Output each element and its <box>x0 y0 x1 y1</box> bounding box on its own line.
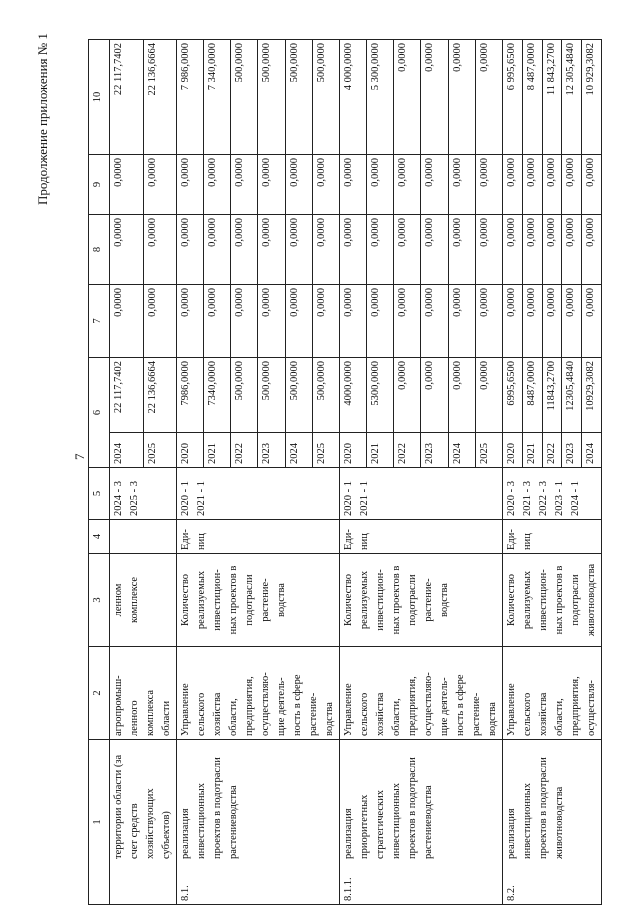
value-cell-9: 0,0000 <box>143 155 177 215</box>
value-cell-10: 0,0000 <box>421 40 448 155</box>
year-cell: 2021 <box>522 433 542 468</box>
indicator-cell-line: реализуемых <box>359 570 370 630</box>
value-cell-6: 500,0000 <box>258 358 285 433</box>
col-header: 4 <box>89 520 110 554</box>
executor-cell-line: осуществляю- <box>260 672 271 736</box>
measure-description <box>177 754 243 862</box>
executor-cell <box>503 647 602 740</box>
value-cell-8: 0,0000 <box>421 215 448 285</box>
measure-description <box>503 754 569 862</box>
value-cell-9: 0,0000 <box>542 155 562 215</box>
indicator-cell <box>340 554 503 647</box>
measure-cell <box>177 740 340 905</box>
value-cell-6: 500,0000 <box>231 358 258 433</box>
target-cell-line: 2020 - 1 <box>180 481 191 516</box>
year-cell: 2023 <box>258 433 285 468</box>
value-cell-9: 0,0000 <box>394 155 421 215</box>
measure-description-line: стратегических <box>375 789 386 859</box>
target-cell-line: 2022 - 3 <box>538 481 549 516</box>
value-cell-7: 0,0000 <box>231 285 258 358</box>
indicator-cell-line: инвестицион- <box>212 569 223 631</box>
value-cell-10: 0,0000 <box>448 40 475 155</box>
value-cell-9: 0,0000 <box>177 155 204 215</box>
indicator-cell-line: ных проектов в <box>391 565 402 635</box>
value-cell-7: 0,0000 <box>522 285 542 358</box>
value-cell-7: 0,0000 <box>394 285 421 358</box>
value-cell-10: 5 300,0000 <box>367 40 394 155</box>
measure-description-line: инвестиционных <box>196 783 207 859</box>
unit-cell <box>503 520 602 554</box>
indicator-cell-line: инвестицион- <box>375 569 386 631</box>
value-cell-7: 0,0000 <box>367 285 394 358</box>
value-cell-8: 0,0000 <box>582 215 602 285</box>
value-cell-8: 0,0000 <box>367 215 394 285</box>
executor-cell-line: щие деятель- <box>439 677 450 736</box>
value-cell-9: 0,0000 <box>582 155 602 215</box>
year-cell: 2020 <box>503 433 523 468</box>
indicator-cell-line: растение- <box>423 578 434 622</box>
value-cell-6: 8487,0000 <box>522 358 542 433</box>
measure-description-line: территории области (за <box>113 754 124 859</box>
continuation-heading: Продолжение приложения № 1 <box>35 33 50 205</box>
unit-cell-line: Еди- <box>180 529 191 550</box>
value-cell-10: 500,0000 <box>258 40 285 155</box>
value-cell-9: 0,0000 <box>231 155 258 215</box>
measure-cell <box>503 740 602 905</box>
value-cell-8: 0,0000 <box>340 215 367 285</box>
unit-cell-line: ниц <box>359 533 370 550</box>
measure-description-line: растениеводства <box>423 785 434 859</box>
unit-cell-line: Еди- <box>343 529 354 550</box>
executor-cell-line: сельского <box>522 692 533 736</box>
value-cell-10: 0,0000 <box>394 40 421 155</box>
executor-cell-line: растение- <box>471 692 482 736</box>
executor-cell-line: сельского <box>359 692 370 736</box>
value-cell-10: 500,0000 <box>285 40 312 155</box>
measure-description-line: растениеводства <box>228 785 239 859</box>
value-cell-7: 0,0000 <box>562 285 582 358</box>
col-header: 7 <box>89 285 110 358</box>
indicator-cell <box>177 554 340 647</box>
value-cell-6: 5300,0000 <box>367 358 394 433</box>
value-cell-10: 500,0000 <box>312 40 339 155</box>
indicator-cell-line: ных проектов в <box>228 565 239 635</box>
value-cell-8: 0,0000 <box>285 215 312 285</box>
value-cell-8: 0,0000 <box>503 215 523 285</box>
indicator-cell-line: комплексе <box>129 576 140 624</box>
executor-cell-line: хозяйства <box>538 692 549 736</box>
measure-description-line: реализация <box>506 808 517 859</box>
value-cell-6: 7986,0000 <box>177 358 204 433</box>
year-cell: 2021 <box>367 433 394 468</box>
col-header: 8 <box>89 215 110 285</box>
measure-number: 8.1.1. <box>343 877 354 901</box>
value-cell-10: 500,0000 <box>231 40 258 155</box>
value-cell-10: 7 340,0000 <box>204 40 231 155</box>
target-cell <box>177 468 340 520</box>
value-cell-8: 0,0000 <box>522 215 542 285</box>
value-cell-7: 0,0000 <box>340 285 367 358</box>
table-row <box>503 40 523 905</box>
value-cell-6: 0,0000 <box>448 358 475 433</box>
value-cell-6: 7340,0000 <box>204 358 231 433</box>
measure-description-line: хозяйствующих <box>145 788 156 859</box>
measure-cell <box>110 740 177 905</box>
target-cell <box>110 468 177 520</box>
col-header: 6 <box>89 358 110 468</box>
executor-cell <box>110 647 177 740</box>
indicator-cell-line: Количество <box>180 573 191 627</box>
value-cell-9: 0,0000 <box>522 155 542 215</box>
indicator-cell-line: реализуемых <box>196 570 207 630</box>
measure-description <box>340 754 438 862</box>
indicator-cell-line: инвестицион- <box>538 569 549 631</box>
year-cell: 2025 <box>143 433 177 468</box>
executor-cell-line: осуществляю- <box>423 672 434 736</box>
year-cell: 2022 <box>542 433 562 468</box>
value-cell-10: 4 000,0000 <box>340 40 367 155</box>
executor-cell-line: водства <box>324 702 335 736</box>
indicator-cell-line: ных проектов в <box>554 565 565 635</box>
indicator-cell-line: Количество <box>343 573 354 627</box>
measure-description-line: субъектов) <box>161 811 172 859</box>
col-header: 10 <box>89 40 110 155</box>
target-cell-line: 2024 - 1 <box>570 481 581 516</box>
executor-cell-line: хозяйства <box>212 692 223 736</box>
value-cell-8: 0,0000 <box>258 215 285 285</box>
header-row <box>89 40 110 905</box>
executor-cell-line: Управление <box>343 683 354 736</box>
year-cell: 2024 <box>285 433 312 468</box>
year-cell: 2020 <box>177 433 204 468</box>
executor-cell-line: хозяйства <box>375 692 386 736</box>
value-cell-6: 0,0000 <box>475 358 502 433</box>
value-cell-9: 0,0000 <box>110 155 144 215</box>
table-row <box>110 40 144 905</box>
year-cell: 2025 <box>475 433 502 468</box>
year-cell: 2023 <box>421 433 448 468</box>
value-cell-6: 500,0000 <box>285 358 312 433</box>
measure-description-line: животноводства <box>554 786 565 859</box>
value-cell-7: 0,0000 <box>258 285 285 358</box>
indicator-cell <box>110 554 177 647</box>
value-cell-10: 11 843,2700 <box>542 40 562 155</box>
executor-cell-line: осуществля- <box>586 680 597 736</box>
value-cell-9: 0,0000 <box>312 155 339 215</box>
value-cell-7: 0,0000 <box>285 285 312 358</box>
year-cell: 2024 <box>110 433 144 468</box>
executor-cell-line: предприятия, <box>570 676 581 736</box>
value-cell-7: 0,0000 <box>582 285 602 358</box>
target-cell-line: 2021 - 1 <box>359 481 370 516</box>
target-cell-line: 2020 - 1 <box>343 481 354 516</box>
measure-description-line: приоритетных <box>359 794 370 859</box>
value-cell-9: 0,0000 <box>258 155 285 215</box>
col-header: 5 <box>89 468 110 520</box>
indicator-cell-line: ленном <box>113 583 124 617</box>
col-header: 9 <box>89 155 110 215</box>
value-cell-6: 0,0000 <box>421 358 448 433</box>
value-cell-6: 22 136,6664 <box>143 358 177 433</box>
col-header: 3 <box>89 554 110 647</box>
value-cell-9: 0,0000 <box>562 155 582 215</box>
value-cell-9: 0,0000 <box>421 155 448 215</box>
executor-cell-line: ность в сфере <box>455 674 466 736</box>
executor-cell-line: области, <box>391 698 402 736</box>
measure-cell <box>340 740 503 905</box>
year-cell: 2025 <box>312 433 339 468</box>
value-cell-6: 500,0000 <box>312 358 339 433</box>
value-cell-7: 0,0000 <box>204 285 231 358</box>
executor-cell-line: комплекса <box>145 689 156 736</box>
target-cell-line: 2024 - 3 <box>113 481 124 516</box>
value-cell-10: 0,0000 <box>475 40 502 155</box>
col-header: 2 <box>89 647 110 740</box>
value-cell-7: 0,0000 <box>421 285 448 358</box>
executor-cell-line: Управление <box>506 683 517 736</box>
table-body <box>110 40 602 905</box>
measure-description-line: проектов в подотрасли <box>538 757 549 859</box>
col-header: 1 <box>89 740 110 905</box>
table-row <box>340 40 367 905</box>
executor-cell <box>340 647 503 740</box>
unit-cell-line: Еди- <box>506 529 517 550</box>
value-cell-6: 0,0000 <box>394 358 421 433</box>
value-cell-8: 0,0000 <box>177 215 204 285</box>
value-cell-6: 22 117,7402 <box>110 358 144 433</box>
executor-cell-line: предприятия, <box>407 676 418 736</box>
indicator-cell-line: Количество <box>506 573 517 627</box>
value-cell-7: 0,0000 <box>448 285 475 358</box>
executor-cell-line: области, <box>228 698 239 736</box>
unit-cell <box>340 520 503 554</box>
executor-cell-line: агропромыш- <box>113 675 124 736</box>
measure-description-line: проектов в подотрасли <box>212 757 223 859</box>
appendix-table <box>88 39 602 905</box>
target-cell-line: 2021 - 1 <box>196 481 207 516</box>
value-cell-7: 0,0000 <box>177 285 204 358</box>
target-cell-line: 2020 - 3 <box>506 481 517 516</box>
measure-description-line: инвестиционных <box>391 783 402 859</box>
target-cell-line: 2021 - 3 <box>522 481 533 516</box>
value-cell-6: 11843,2700 <box>542 358 562 433</box>
target-cell-line: 2023 - 1 <box>554 481 565 516</box>
unit-cell-line: ниц <box>196 533 207 550</box>
value-cell-8: 0,0000 <box>143 215 177 285</box>
indicator-cell-line: реализуемых <box>522 570 533 630</box>
value-cell-9: 0,0000 <box>285 155 312 215</box>
value-cell-10: 6 995,6500 <box>503 40 523 155</box>
measure-description-line: реализация <box>343 808 354 859</box>
target-cell-line: 2025 - 3 <box>129 481 140 516</box>
value-cell-10: 8 487,0000 <box>522 40 542 155</box>
page-number: 7 <box>72 453 87 460</box>
value-cell-10: 12 305,4840 <box>562 40 582 155</box>
value-cell-10: 10 929,3082 <box>582 40 602 155</box>
unit-cell <box>177 520 340 554</box>
year-cell: 2022 <box>394 433 421 468</box>
executor-cell-line: ленного <box>129 700 140 736</box>
executor-cell-line: Управление <box>180 683 191 736</box>
unit-cell-line: ниц <box>522 533 533 550</box>
measure-number: 8.2. <box>506 885 517 901</box>
value-cell-8: 0,0000 <box>448 215 475 285</box>
value-cell-10: 22 117,7402 <box>110 40 144 155</box>
table-row <box>177 40 204 905</box>
value-cell-9: 0,0000 <box>448 155 475 215</box>
measure-description-line: инвестиционных <box>522 783 533 859</box>
measure-number: 8.1. <box>180 885 191 901</box>
value-cell-8: 0,0000 <box>394 215 421 285</box>
value-cell-9: 0,0000 <box>340 155 367 215</box>
executor-cell-line: области <box>161 700 172 736</box>
measure-description-line: счет средств <box>129 803 140 859</box>
value-cell-6: 6995,6500 <box>503 358 523 433</box>
year-cell: 2020 <box>340 433 367 468</box>
indicator-cell-line: подотрасли <box>407 574 418 626</box>
measure-description <box>110 752 176 862</box>
measure-description-line: проектов в подотрасли <box>407 757 418 859</box>
value-cell-7: 0,0000 <box>542 285 562 358</box>
value-cell-9: 0,0000 <box>204 155 231 215</box>
measure-number <box>110 862 176 904</box>
unit-cell <box>110 520 177 554</box>
value-cell-10: 22 136,6664 <box>143 40 177 155</box>
executor-cell-line: щие деятель- <box>276 677 287 736</box>
value-cell-7: 0,0000 <box>143 285 177 358</box>
value-cell-8: 0,0000 <box>110 215 144 285</box>
target-cell <box>503 468 602 520</box>
indicator-cell <box>503 554 602 647</box>
value-cell-8: 0,0000 <box>475 215 502 285</box>
value-cell-9: 0,0000 <box>475 155 502 215</box>
value-cell-8: 0,0000 <box>542 215 562 285</box>
value-cell-9: 0,0000 <box>503 155 523 215</box>
target-cell <box>340 468 503 520</box>
value-cell-7: 0,0000 <box>110 285 144 358</box>
year-cell: 2024 <box>448 433 475 468</box>
value-cell-7: 0,0000 <box>503 285 523 358</box>
value-cell-8: 0,0000 <box>562 215 582 285</box>
indicator-cell-line: водства <box>439 583 450 617</box>
indicator-cell-line: водства <box>276 583 287 617</box>
executor-cell-line: области, <box>554 698 565 736</box>
indicator-cell-line: подотрасли <box>570 574 581 626</box>
value-cell-8: 0,0000 <box>231 215 258 285</box>
value-cell-7: 0,0000 <box>475 285 502 358</box>
executor-cell-line: водства <box>487 702 498 736</box>
executor-cell-line: сельского <box>196 692 207 736</box>
indicator-cell-line: растение- <box>260 578 271 622</box>
executor-cell-line: предприятия, <box>244 676 255 736</box>
value-cell-8: 0,0000 <box>312 215 339 285</box>
year-cell: 2024 <box>582 433 602 468</box>
executor-cell <box>177 647 340 740</box>
executor-cell-line: ность в сфере <box>292 674 303 736</box>
value-cell-8: 0,0000 <box>204 215 231 285</box>
year-cell: 2023 <box>562 433 582 468</box>
year-cell: 2021 <box>204 433 231 468</box>
value-cell-10: 7 986,0000 <box>177 40 204 155</box>
value-cell-7: 0,0000 <box>312 285 339 358</box>
indicator-cell-line: подотрасли <box>244 574 255 626</box>
measure-description-line: реализация <box>180 808 191 859</box>
indicator-cell-line: животноводства <box>586 563 597 637</box>
year-cell: 2022 <box>231 433 258 468</box>
value-cell-6: 10929,3082 <box>582 358 602 433</box>
value-cell-6: 12305,4840 <box>562 358 582 433</box>
executor-cell-line: растение- <box>308 692 319 736</box>
value-cell-6: 4000,0000 <box>340 358 367 433</box>
value-cell-9: 0,0000 <box>367 155 394 215</box>
